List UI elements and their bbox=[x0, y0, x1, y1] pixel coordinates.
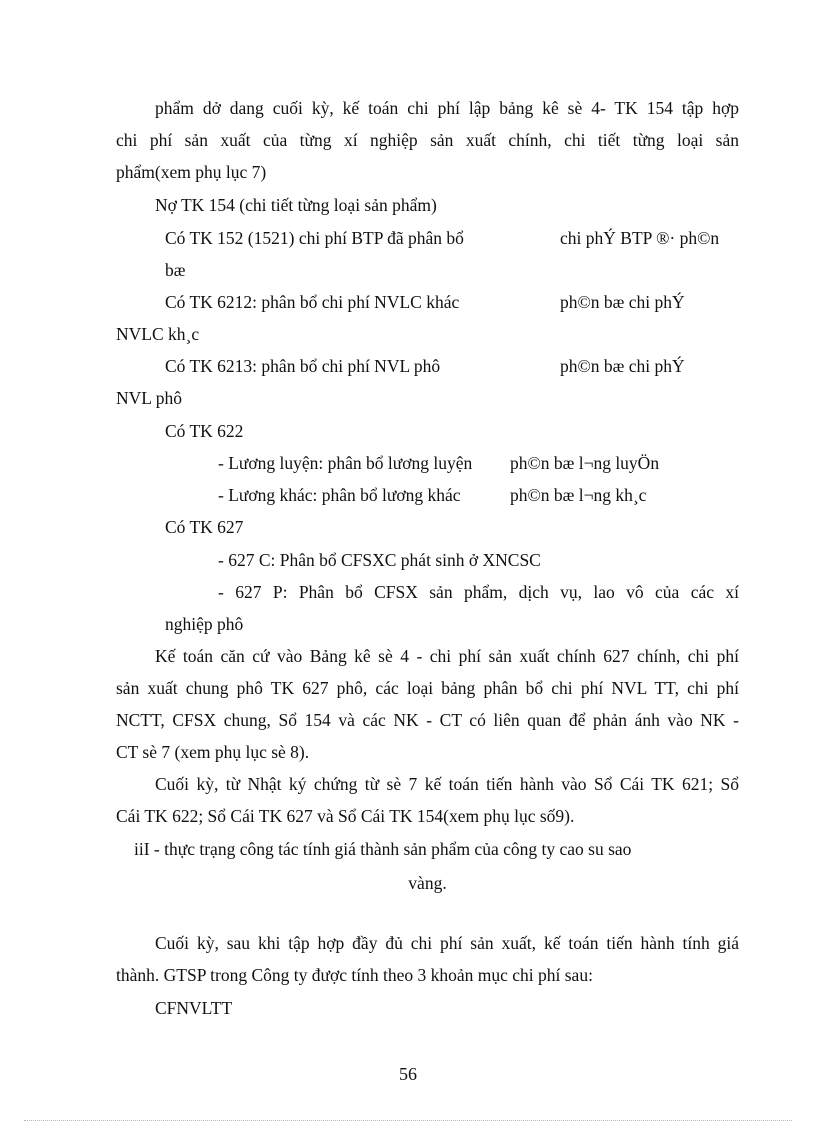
text-line: Cuối kỳ, từ Nhật ký chứng từ sè 7 kế toán tiến hành vào Sổ Cái TK 621; Sổ bbox=[155, 774, 739, 794]
sub-item-note: ph©n bæ l¬ng luyÖn bbox=[510, 453, 660, 473]
text-line: Cuối kỳ, sau khi tập hợp đầy đủ chi phí sản xuất, kế toán tiến hành tính giá bbox=[155, 933, 739, 953]
text-line: Kế toán căn cứ vào Bảng kê sè 4 - chi phí sản xuất chính 627 chính, chi phí bbox=[155, 646, 739, 666]
text-line: thành. GTSP trong Công ty được tính theo 3 khoản mục chi phí sau: bbox=[116, 965, 593, 985]
text-line: phẩm(xem phụ lục 7) bbox=[116, 162, 267, 182]
journal-credit-note: ph©n bæ chi phÝ bbox=[560, 292, 685, 312]
text-line: Cái TK 622; Sổ Cái TK 627 và Sổ Cái TK 154(xem phụ lục số9). bbox=[116, 806, 575, 826]
text-line: bæ bbox=[165, 260, 186, 280]
section-heading: iiI - thực trạng công tác tính giá thành sản phẩm của công ty cao su sao bbox=[134, 839, 632, 859]
journal-credit-note: chi phÝ BTP ®· ph©n bbox=[560, 228, 720, 248]
text-line: phẩm dở dang cuối kỳ, kế toán chi phí lập bảng kê sè 4- TK 154 tập hợp bbox=[155, 98, 739, 118]
page-number: 56 bbox=[399, 1064, 417, 1084]
text-line: CT sè 7 (xem phụ lục sè 8). bbox=[116, 742, 310, 762]
journal-credit-line: Có TK 6212: phân bổ chi phí NVLC khác bbox=[165, 292, 460, 312]
journal-credit-line: Có TK 152 (1521) chi phí BTP đã phân bổ bbox=[165, 228, 464, 248]
text-line: NCTT, CFSX chung, Sổ 154 và các NK - CT có liên quan để phản ánh vào NK - bbox=[116, 710, 739, 730]
section-heading-cont: vàng. bbox=[408, 873, 447, 893]
journal-credit-line: Có TK 6213: phân bổ chi phí NVL phô bbox=[165, 356, 441, 376]
text-line: chi phí sản xuất của từng xí nghiệp sản xuất chính, chi tiết từng loại sản bbox=[116, 130, 739, 150]
text-line: CFNVLTT bbox=[155, 998, 233, 1018]
text-line: sản xuất chung phô TK 627 phô, các loại bảng phân bổ chi phí NVL TT, chi phí bbox=[116, 678, 739, 698]
text-line: nghiệp phô bbox=[165, 614, 244, 634]
sub-item-note: ph©n bæ l¬ng kh¸c bbox=[510, 485, 647, 505]
text-line: NVL phô bbox=[116, 388, 182, 408]
sub-item-line: - 627 P: Phân bổ CFSX sản phẩm, dịch vụ, lao vô của các xí bbox=[218, 582, 739, 602]
journal-debit-line: Nợ TK 154 (chi tiết từng loại sản phẩm) bbox=[155, 195, 437, 215]
journal-credit-line: Có TK 627 bbox=[165, 517, 244, 537]
text-line: NVLC kh¸c bbox=[116, 324, 200, 344]
journal-credit-note: ph©n bæ chi phÝ bbox=[560, 356, 685, 376]
journal-credit-line: Có TK 622 bbox=[165, 421, 244, 441]
sub-item-line: - Lương luyện: phân bổ lương luyện bbox=[218, 453, 473, 473]
sub-item-line: - Lương khác: phân bổ lương khác bbox=[218, 485, 461, 505]
sub-item-line: - 627 C: Phân bổ CFSXC phát sinh ở XNCSC bbox=[218, 550, 541, 570]
page-bottom-rule bbox=[24, 1120, 792, 1122]
